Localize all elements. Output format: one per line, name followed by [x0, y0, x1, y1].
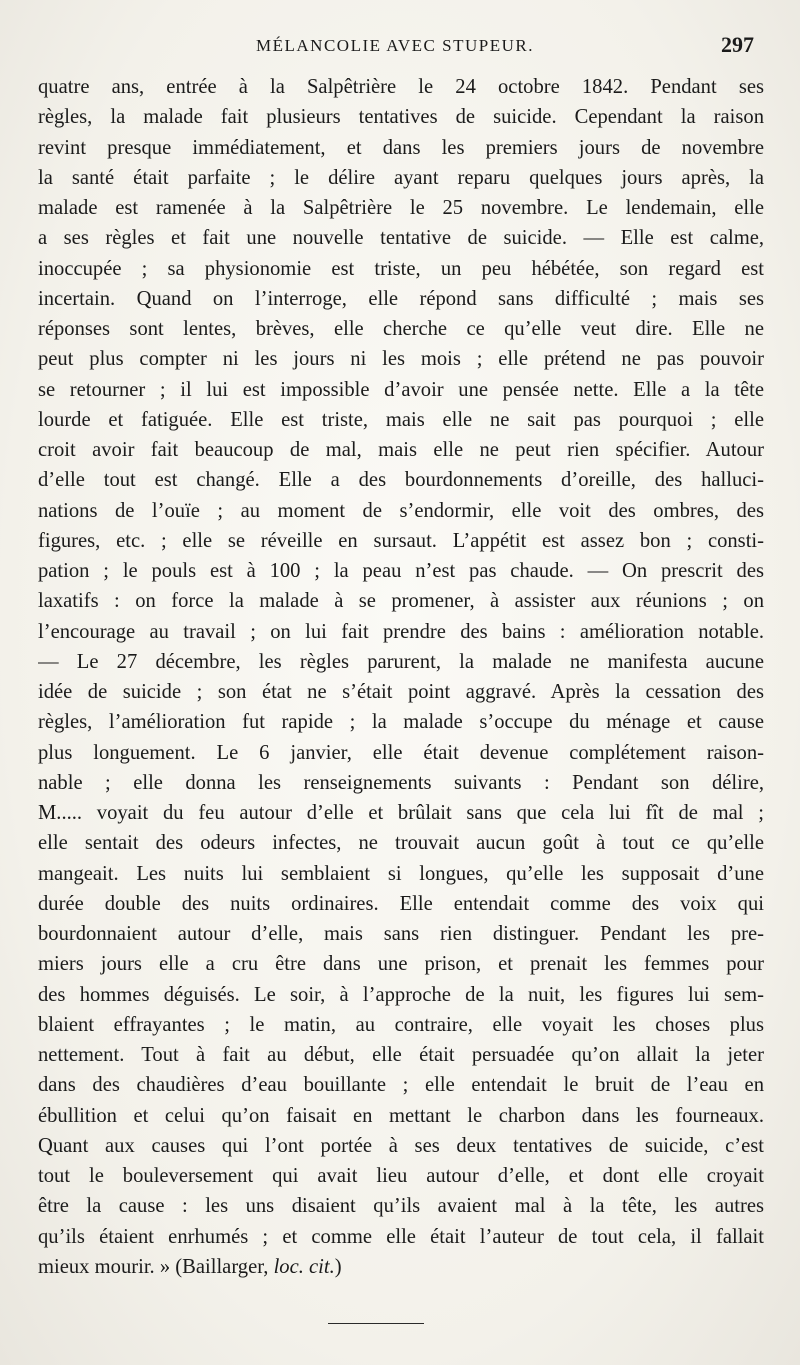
text-line: qu’ils étaient enrhumés ; et comme elle était l’auteur de tout cela, il fallait — [38, 1225, 764, 1248]
text-line: des hommes déguisés. Le soir, à l’approche de la nuit, les figures lui sem- — [38, 983, 764, 1006]
text-line: nable ; elle donna les renseignements suivants : Pendant son délire, — [38, 771, 764, 794]
text-line: — Le 27 décembre, les règles parurent, la malade ne manifesta aucune — [38, 650, 764, 673]
text-line: pation ; le pouls est à 100 ; la peau n’est pas chaude. — On prescrit des — [38, 560, 764, 582]
text-line: revint presque immédiatement, et dans les premiers jours de novembre — [38, 136, 764, 159]
text-line: blaient effrayantes ; le matin, au contraire, elle voyait les choses plus — [38, 1013, 764, 1036]
running-head — [30, 32, 760, 60]
text-line: d’elle tout est changé. Elle a des bourdonnements d’oreille, des halluci- — [38, 469, 764, 492]
text-line: durée double des nuits ordinaires. Elle entendait comme des voix qui — [38, 892, 764, 915]
text-line: bourdonnaient autour d’elle, mais sans rien distinguer. Pendant les pre- — [38, 923, 764, 945]
text-line: tout le bouleversement qui avait lieu autour d’elle, et dont elle croyait — [38, 1165, 764, 1187]
text-line: lourde et fatiguée. Elle est triste, mais elle ne sait pas pourquoi ; elle — [38, 408, 764, 431]
text-line: ébullition et celui qu’on faisait en mettant le charbon dans les fourneaux. — [38, 1104, 764, 1127]
text-line: quatre ans, entrée à la Salpêtrière le 24 octobre 1842. Pendant ses — [38, 76, 764, 98]
text-line: incertain. Quand on l’interroge, elle répond sans difficulté ; mais ses — [38, 287, 764, 310]
text-line: l’encourage au travail ; on lui fait prendre des bains : amélioration notable. — [38, 620, 764, 643]
text-line: M..... voyait du feu autour d’elle et brûlait sans que cela lui fît de mal ; — [38, 802, 764, 824]
section-divider — [328, 1323, 424, 1324]
text-line: miers jours elle a cru être dans une prison, et prenait les femmes pour — [38, 953, 764, 976]
citation-reference: loc. cit. — [273, 1255, 335, 1278]
text-line: se retourner ; il lui est impossible d’avoir une pensée nette. Elle a la tête — [38, 378, 764, 401]
text-line: laxatifs : on force la malade à se promener, à assister aux réunions ; on — [38, 590, 764, 613]
closing-parenthesis: ) — [334, 1255, 342, 1278]
text-line: malade est ramenée à la Salpêtrière le 25 novembre. Le lendemain, elle — [38, 197, 764, 219]
text-line: mangeait. Les nuits lui semblaient si longues, qu’elle les supposait d’une — [38, 862, 764, 885]
text-line: règles, l’amélioration fut rapide ; la malade s’occupe du ménage et cause — [38, 711, 764, 734]
page-number: 297 — [721, 32, 754, 57]
text-line: règles, la malade fait plusieurs tentatives de suicide. Cependant la raison — [38, 106, 764, 129]
text-line: être la cause : les uns disaient qu’ils avaient mal à la tête, les autres — [38, 1195, 764, 1218]
text-line: nettement. Tout à fait au début, elle était persuadée qu’on allait la jeter — [38, 1044, 764, 1066]
text-line: Quant aux causes qui l’ont portée à ses deux tentatives de suicide, c’est — [38, 1134, 764, 1157]
body-text — [38, 72, 764, 1282]
text-line: figures, etc. ; elle se réveille en sursaut. L’appétit est assez bon ; consti- — [38, 529, 764, 552]
text-line: croit avoir fait beaucoup de mal, mais elle ne peut rien spécifier. Autour — [38, 439, 764, 461]
text-line: elle sentait des odeurs infectes, ne trouvait aucun goût à tout ce qu’elle — [38, 832, 764, 855]
text-line: a ses règles et fait une nouvelle tentative de suicide. — Elle est calme, — [38, 227, 764, 250]
closing-line — [38, 1252, 764, 1282]
text-line: nations de l’ouïe ; au moment de s’endormir, elle voit des ombres, des — [38, 499, 764, 522]
text-line: dans des chaudières d’eau bouillante ; elle entendait le bruit de l’eau en — [38, 1074, 764, 1097]
running-title: MÉLANCOLIE AVEC STUPEUR. — [256, 36, 534, 55]
text-line: peut plus compter ni les jours ni les mois ; elle prétend ne pas pouvoir — [38, 348, 764, 371]
text-line: réponses sont lentes, brèves, elle cherche ce qu’elle veut dire. Elle ne — [38, 318, 764, 340]
text-line: inoccupée ; sa physionomie est triste, un peu hébétée, son regard est — [38, 257, 764, 280]
text-line: plus longuement. Le 6 janvier, elle était devenue complétement raison- — [38, 741, 764, 764]
text-line: idée de suicide ; son état ne s’était point aggravé. Après la cessation des — [38, 681, 764, 703]
text-line: la santé était parfaite ; le délire ayant reparu quelques jours après, la — [38, 166, 764, 189]
closing-text: mieux mourir. » (Baillarger, — [38, 1255, 274, 1278]
